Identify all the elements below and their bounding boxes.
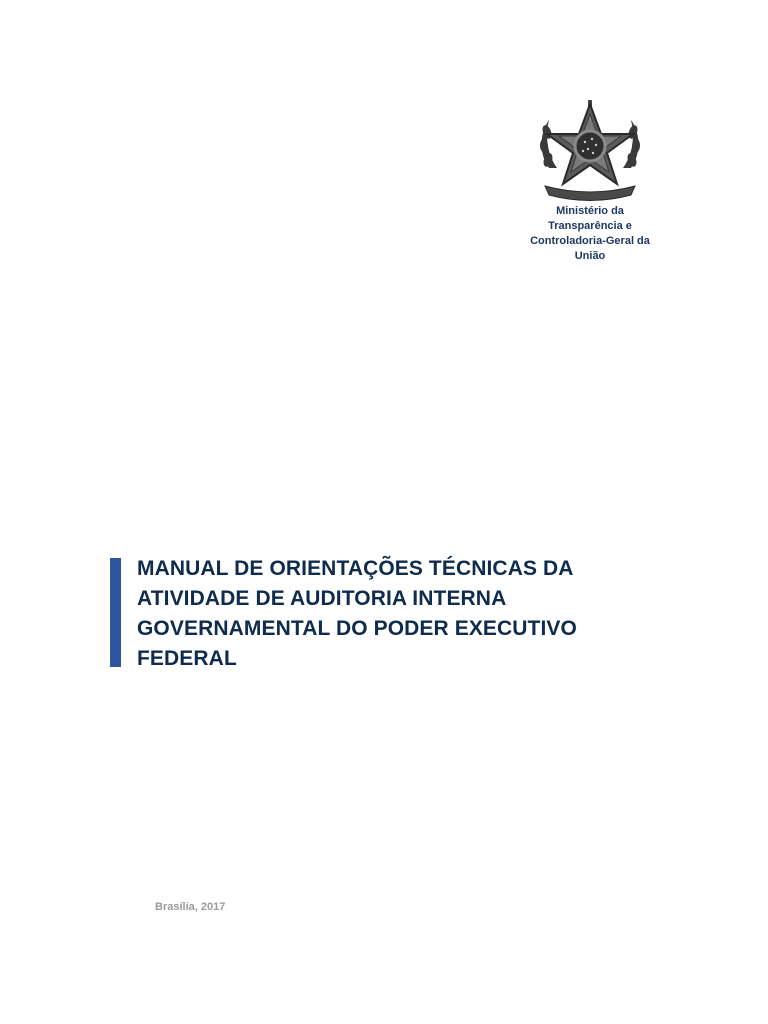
title-block xyxy=(110,558,670,668)
ministry-name-line: União xyxy=(574,250,606,262)
title-line: ATIVIDADE DE AUDITORIA INTERNA xyxy=(137,587,507,610)
place-date: Brasília, 2017 xyxy=(155,901,226,913)
title-line: GOVERNAMENTAL DO PODER EXECUTIVO xyxy=(137,617,577,640)
brazil-coat-of-arms-icon xyxy=(535,98,645,202)
ministry-header xyxy=(520,98,660,264)
ministry-name-line: Transparência e xyxy=(548,220,632,232)
document-title xyxy=(137,554,577,674)
title-line: MANUAL DE ORIENTAÇÕES TÉCNICAS DA xyxy=(137,557,574,580)
title-accent-bar xyxy=(110,558,121,667)
ministry-name-line: Controladoria-Geral da xyxy=(530,235,650,247)
ministry-name xyxy=(520,204,660,264)
title-line: FEDERAL xyxy=(137,647,237,670)
ministry-name-line: Ministério da xyxy=(556,205,624,217)
